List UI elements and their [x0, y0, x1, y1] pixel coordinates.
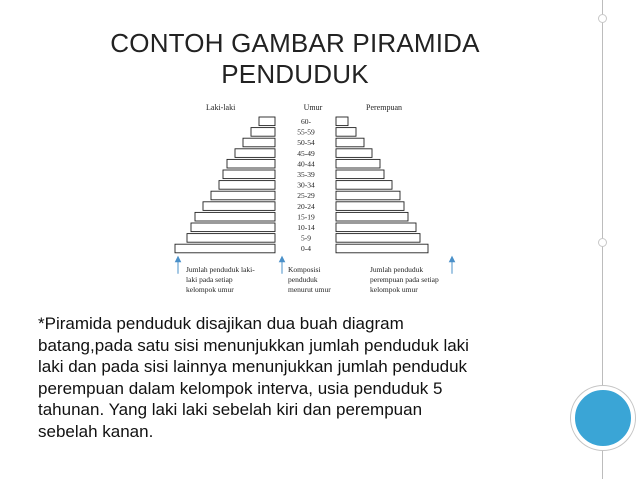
laki-laki-arrow-head	[176, 257, 181, 262]
note-komposisi-line-2: penduduk	[288, 274, 318, 284]
bar-perempuan-0-4	[336, 244, 428, 253]
bar-laki-laki-45-49	[235, 149, 275, 158]
age-group-label: 35-39	[297, 170, 315, 179]
note-laki-laki-line-2: laki pada setiap	[186, 274, 233, 284]
body-line-6: sebelah kanan.	[38, 421, 154, 441]
age-group-label: 15-19	[297, 212, 315, 222]
bar-laki-laki-50-54	[243, 138, 275, 147]
bar-laki-laki-20-24	[203, 202, 275, 211]
age-group-label: 55-59	[297, 127, 315, 137]
note-komposisi-line-3: menurut umur	[288, 284, 331, 294]
age-group-label: 45-49	[297, 148, 315, 158]
bar-perempuan-15-19	[336, 212, 408, 221]
age-group-label: 5-9	[301, 233, 311, 243]
bar-perempuan-10-14	[336, 223, 416, 232]
age-group-label: 20-24	[297, 201, 315, 211]
bar-laki-laki-25-29	[211, 191, 275, 200]
body-line-4: perempuan dalam kelompok interva, usia penduduk 5	[38, 378, 443, 398]
bar-laki-laki-0-4	[175, 244, 275, 253]
bar-laki-laki-40-44	[227, 159, 275, 168]
decor-dot-middle	[598, 238, 607, 247]
bar-laki-laki-15-19	[195, 212, 275, 221]
komposisi-arrow-head	[280, 257, 285, 262]
slide-title-line2: PENDUDUK	[221, 59, 369, 89]
age-group-label: 40-44	[297, 159, 315, 169]
age-group-label: 25-29	[297, 191, 315, 201]
body-line-3: laki dan pada sisi lainnya menunjukkan jumlah penduduk	[38, 357, 468, 376]
bar-laki-laki-10-14	[191, 223, 275, 232]
age-group-label: 60-	[301, 117, 311, 126]
perempuan-arrow-head	[450, 257, 455, 262]
decor-accent-circle	[571, 386, 635, 450]
age-group-label: 50-54	[297, 138, 315, 148]
header-laki-laki: Laki-laki	[206, 103, 236, 112]
note-laki-laki-line-3: kelompok umur	[186, 284, 234, 294]
age-group-label: 10-14	[297, 223, 315, 232]
note-komposisi-line-1: Komposisi	[288, 264, 321, 274]
body-line-5: tahunan. Yang laki laki sebelah kiri dan perempuan	[38, 400, 423, 419]
note-perempuan-line-1: Jumlah penduduk	[370, 264, 424, 274]
decor-dot-top	[598, 14, 607, 23]
bar-laki-laki-35-39	[223, 170, 275, 179]
bar-laki-laki-30-34	[219, 181, 275, 190]
slide-title-line1: CONTOH GAMBAR PIRAMIDA	[110, 28, 480, 58]
bar-laki-laki-60	[259, 117, 275, 126]
note-perempuan-line-3: kelompok umur	[370, 284, 418, 294]
bar-perempuan-25-29	[336, 191, 400, 200]
note-laki-laki-line-1: Jumlah penduduk laki-	[186, 264, 255, 274]
bar-perempuan-55-59	[336, 128, 356, 137]
note-perempuan-line-2: perempuan pada setiap	[370, 274, 439, 284]
bar-perempuan-60	[336, 117, 348, 126]
population-pyramid-chart	[160, 98, 480, 303]
slide-title	[60, 28, 530, 90]
header-umur: Umur	[303, 103, 323, 112]
bar-perempuan-35-39	[336, 170, 384, 179]
bar-perempuan-40-44	[336, 159, 380, 168]
bar-perempuan-5-9	[336, 234, 420, 243]
body-line-1: *Piramida penduduk disajikan dua buah diagram	[38, 314, 404, 333]
bar-laki-laki-5-9	[187, 234, 275, 243]
bar-laki-laki-55-59	[251, 128, 275, 137]
header-perempuan: Perempuan	[366, 103, 402, 112]
age-group-label: 30-34	[297, 180, 315, 190]
age-group-label: 0-4	[301, 244, 311, 254]
bar-perempuan-30-34	[336, 181, 392, 190]
bar-perempuan-45-49	[336, 149, 372, 158]
body-line-2: batang,pada satu sisi menunjukkan jumlah penduduk laki	[38, 335, 469, 355]
bar-perempuan-50-54	[336, 138, 364, 147]
body-paragraph	[38, 313, 578, 442]
bar-perempuan-20-24	[336, 202, 404, 211]
